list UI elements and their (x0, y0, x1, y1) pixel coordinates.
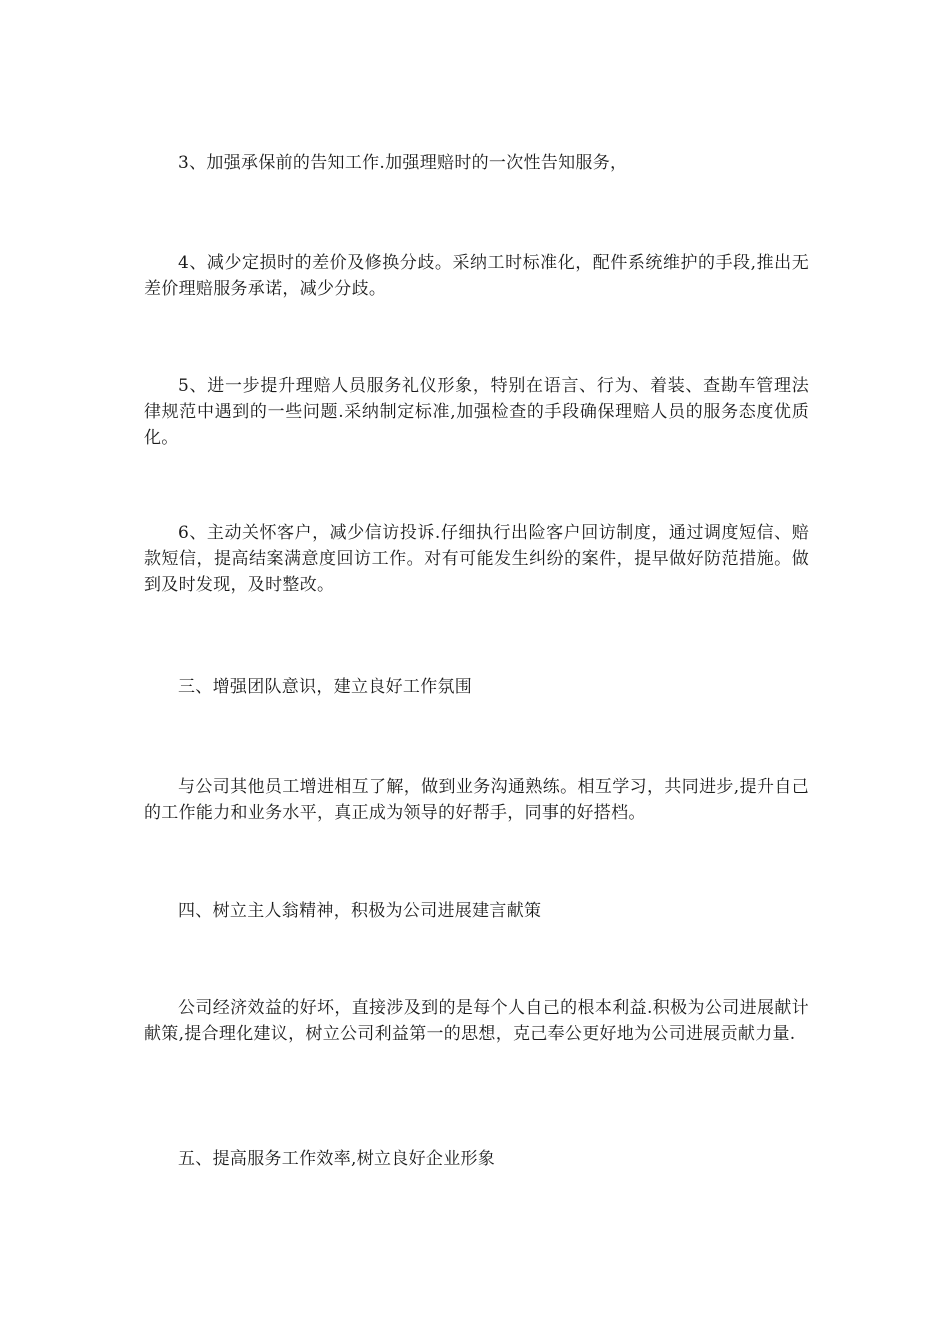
paragraph-item-5: 5、进一步提升理赔人员服务礼仪形象，特别在语言、行为、着装、查勘车管理法律规范中遇到的一些问题.采纳制定标准,加强检查的手段确保理赔人员的服务态度优质化。 (144, 376, 809, 448)
paragraph-item-6: 6、主动关怀客户，减少信访投诉.仔细执行出险客户回访制度，通过调度短信、赔款短信，提高结案满意度回访工作。对有可能发生纠纷的案件，提早做好防范措施。做到及时发现，及时整改。 (144, 523, 809, 595)
section-heading-5: 五、提高服务工作效率,树立良好企业形象 (178, 1149, 496, 1169)
paragraph-teamwork: 与公司其他员工增进相互了解，做到业务沟通熟练。相互学习，共同进步,提升自己的工作能力和业务水平，真正成为领导的好帮手，同事的好搭档。 (144, 777, 809, 823)
paragraph-item-4: 4、减少定损时的差价及修换分歧。采纳工时标准化，配件系统维护的手段,推出无差价理赔服务承诺，减少分歧。 (144, 253, 809, 299)
paragraph-ownership: 公司经济效益的好坏，直接涉及到的是每个人自己的根本利益.积极为公司进展献计献策,提合理化建议，树立公司利益第一的思想，克己奉公更好地为公司进展贡献力量. (144, 998, 809, 1044)
section-heading-3: 三、增强团队意识，建立良好工作氛围 (178, 677, 473, 697)
paragraph-item-3: 3、加强承保前的告知工作.加强理赔时的一次性告知服务， (178, 153, 628, 173)
section-heading-4: 四、树立主人翁精神，积极为公司进展建言献策 (178, 901, 542, 921)
